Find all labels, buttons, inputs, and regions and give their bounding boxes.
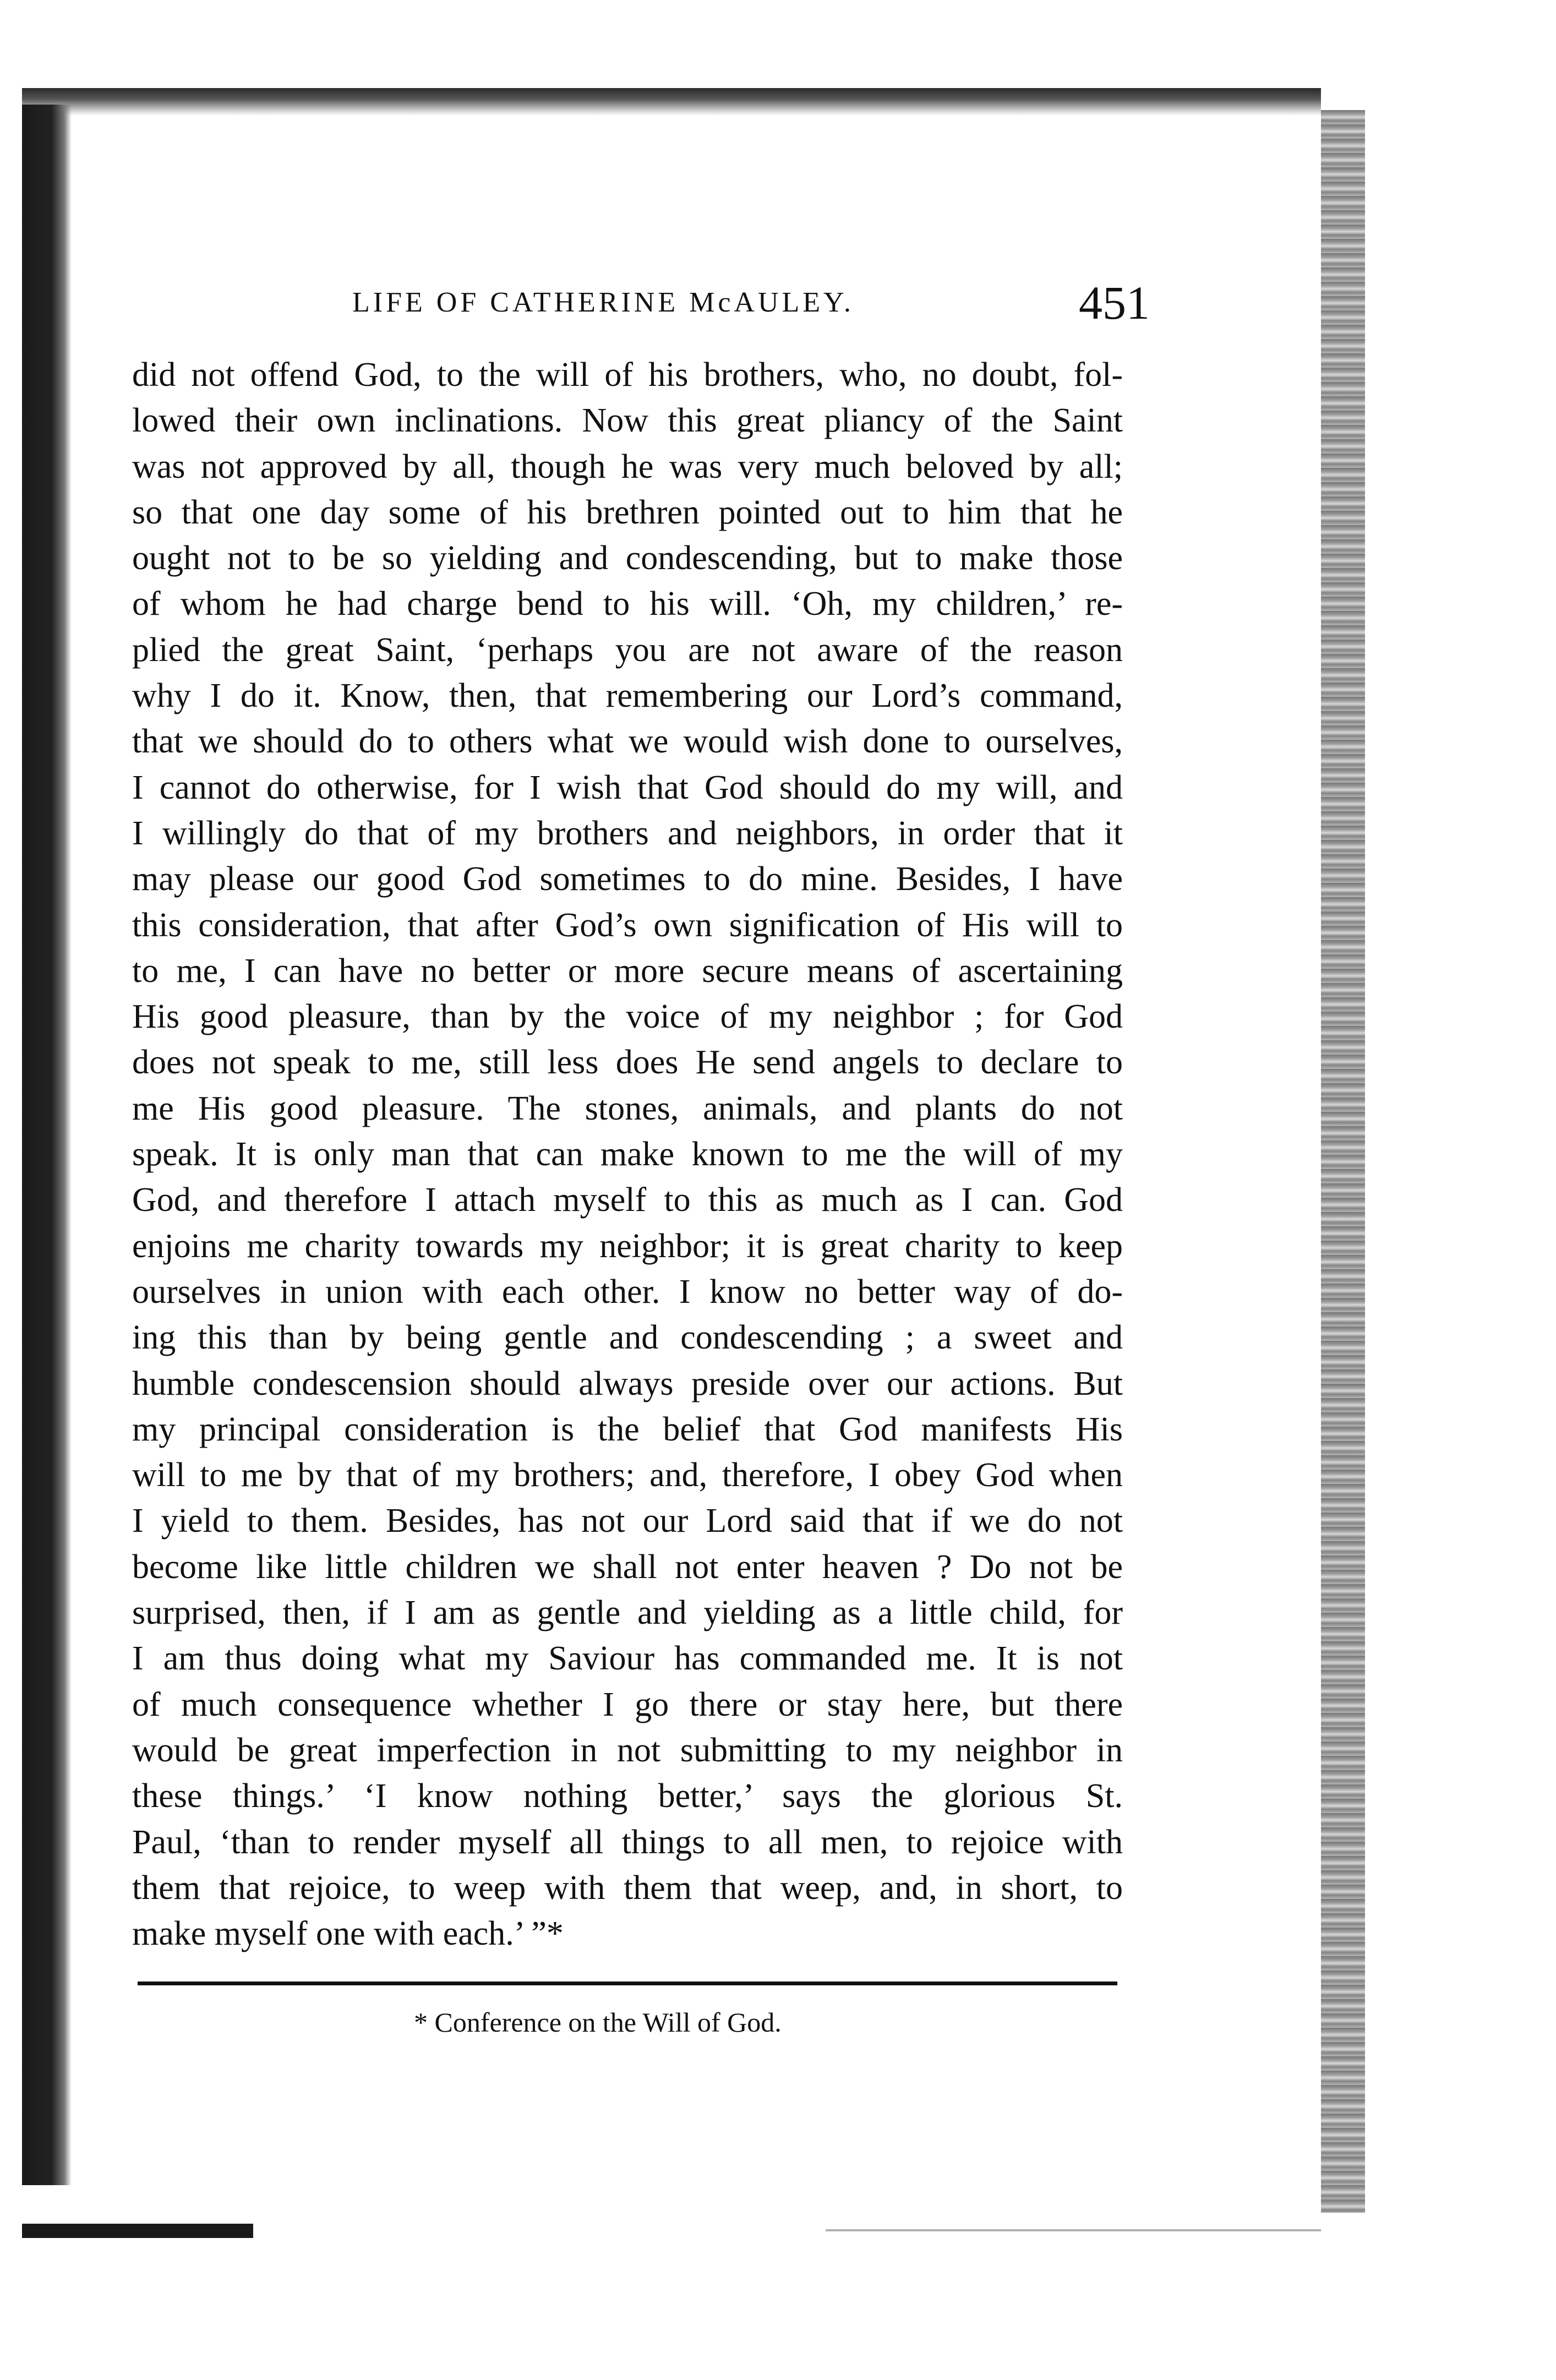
text-line: Paul, ‘than to render myself all things to all men, to rejoice with: [132, 1823, 1123, 1861]
text-line: ourselves in union with each other. I know no better way of do-: [132, 1273, 1123, 1311]
text-line: that we should do to others what we would wish done to ourselves,: [132, 723, 1123, 761]
text-line: ing this than by being gentle and condescending ; a sweet and: [132, 1319, 1123, 1357]
text-line: will to me by that of my brothers; and, therefore, I obey God when: [132, 1456, 1123, 1494]
text-line: this consideration, that after God’s own signification of His will to: [132, 906, 1123, 944]
text-line: may please our good God sometimes to do mine. Besides, I have: [132, 860, 1123, 898]
text-line: me His good pleasure. The stones, animals, and plants do not: [132, 1089, 1123, 1127]
text-line: my principal consideration is the belief that God manifests His: [132, 1410, 1123, 1448]
text-line-last: make myself one with each.’ ”*: [132, 1915, 564, 1953]
text-line: plied the great Saint, ‘perhaps you are not aware of the reason: [132, 631, 1123, 669]
text-line: I am thus doing what my Saviour has commanded me. It is not: [132, 1640, 1123, 1678]
scan-shadow-spine: [22, 105, 72, 2185]
scan-shadow-top: [22, 88, 1321, 116]
text-line: enjoins me charity towards my neighbor; it is great charity to keep: [132, 1227, 1123, 1265]
scan-shadow-bottom: [826, 2229, 1321, 2231]
body-text: [132, 352, 1123, 1957]
footnote-text: * Conference on the Will of God.: [414, 2007, 782, 2038]
page-number: 451: [1079, 276, 1150, 329]
text-line: lowed their own inclinations. Now this great pliancy of the Saint: [132, 402, 1123, 440]
text-line: to me, I can have no better or more secure means of ascertaining: [132, 952, 1123, 990]
text-line: I cannot do otherwise, for I wish that God should do my will, and: [132, 768, 1123, 806]
text-line: was not approved by all, though he was very much beloved by all;: [132, 447, 1123, 485]
text-line: does not speak to me, still less does He send angels to declare to: [132, 1044, 1123, 1082]
running-title: LIFE OF CATHERINE McAULEY.: [352, 287, 854, 318]
scan-shadow-spine-foot: [22, 2224, 253, 2238]
text-line: of much consequence whether I go there or stay here, but there: [132, 1685, 1123, 1723]
footnote-divider: [138, 1981, 1117, 1985]
text-line: them that rejoice, to weep with them that weep, and, in short, to: [132, 1869, 1123, 1907]
running-head: [0, 275, 1556, 330]
text-line: would be great imperfection in not submitting to my neighbor in: [132, 1731, 1123, 1769]
text-line: His good pleasure, than by the voice of my neighbor ; for God: [132, 998, 1123, 1036]
text-line: God, and therefore I attach myself to this as much as I can. God: [132, 1181, 1123, 1219]
text-line: surprised, then, if I am as gentle and yielding as a little child, for: [132, 1594, 1123, 1632]
footnote: [0, 2006, 1556, 2050]
text-line: I yield to them. Besides, has not our Lord said that if we do not: [132, 1502, 1123, 1540]
text-line: ought not to be so yielding and condescending, but to make those: [132, 539, 1123, 577]
text-line: of whom he had charge bend to his will. ‘Oh, my children,’ re-: [132, 585, 1123, 623]
text-line: I willingly do that of my brothers and neighbors, in order that it: [132, 814, 1123, 852]
text-line: did not offend God, to the will of his brothers, who, no doubt, fol-: [132, 356, 1123, 394]
text-line: humble condescension should always preside over our actions. But: [132, 1364, 1123, 1402]
text-line: become like little children we shall not enter heaven ? Do not be: [132, 1548, 1123, 1586]
text-line: speak. It is only man that can make known to me the will of my: [132, 1136, 1123, 1173]
text-line: these things.’ ‘I know nothing better,’ says the glorious St.: [132, 1777, 1123, 1815]
scan-shadow-page-edges: [1321, 110, 1365, 2213]
text-line: why I do it. Know, then, that remembering our Lord’s command,: [132, 677, 1123, 715]
text-line: so that one day some of his brethren pointed out to him that he: [132, 493, 1123, 531]
